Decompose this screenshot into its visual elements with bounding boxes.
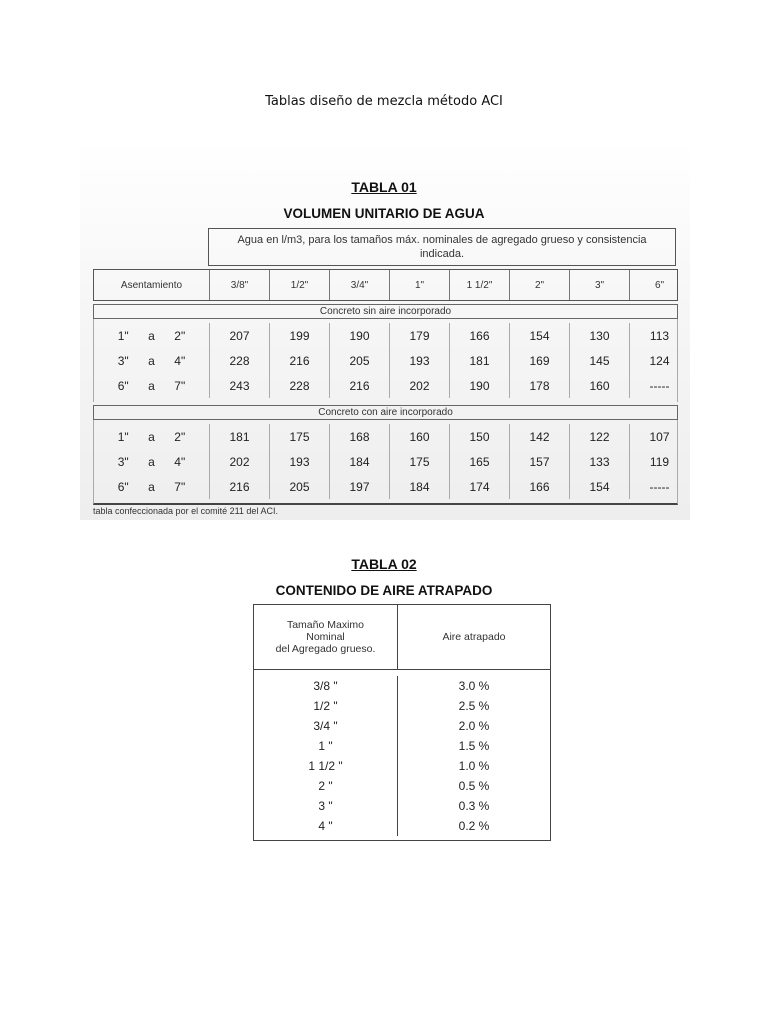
slump-a: a (148, 429, 155, 444)
table-cell: 175 (269, 424, 329, 449)
table-cell: 207 (209, 323, 269, 348)
slump-to: 4" (174, 454, 186, 469)
slump-from: 3" (117, 454, 129, 469)
table-cell: ----- (629, 474, 689, 499)
air-cell: 1.0 % (458, 759, 490, 773)
air-cell: 2.5 % (458, 699, 490, 713)
table-cell: 165 (449, 449, 509, 474)
table1-title: VOLUMEN UNITARIO DE AGUA (283, 206, 485, 221)
table-cell: 154 (569, 474, 629, 499)
slump-a: a (148, 328, 155, 343)
table-cell: 142 (509, 424, 569, 449)
table-row (94, 474, 677, 499)
slump-a: a (148, 454, 155, 469)
size-column (254, 676, 398, 836)
table2-label: TABLA 02 (351, 556, 417, 572)
slump-a: a (148, 479, 155, 494)
table-cell: 216 (209, 474, 269, 499)
table-cell: 166 (509, 474, 569, 499)
size-cell: 3/8 " (313, 679, 338, 693)
table-cell: 190 (449, 373, 509, 398)
slump-to: 2" (174, 328, 186, 343)
slump-from: 1" (117, 429, 129, 444)
size-cell: 4 " (318, 819, 333, 833)
table-cell: 113 (629, 323, 689, 348)
table-cell: 202 (389, 373, 449, 398)
table2-title: CONTENIDO DE AIRE ATRAPADO (275, 583, 493, 598)
header-cell: Aire atrapado (442, 631, 506, 643)
air-cell: 0.3 % (458, 799, 490, 813)
slump-cell (94, 474, 209, 499)
table-cell: 199 (269, 323, 329, 348)
size-cell: 1/2 " (313, 699, 338, 713)
table-cell: 184 (329, 449, 389, 474)
table1-body (93, 304, 678, 505)
table-cell: 166 (449, 323, 509, 348)
slump-a: a (148, 353, 155, 368)
slump-cell (94, 449, 209, 474)
slump-cell (94, 323, 209, 348)
air-column (398, 676, 550, 836)
header-cell: 1/2" (269, 270, 329, 300)
slump-from: 6" (117, 479, 129, 494)
header-cell: 3/4" (329, 270, 389, 300)
table-cell: 157 (509, 449, 569, 474)
slump-cell (94, 348, 209, 373)
entrapped-air-table (253, 604, 551, 841)
header-cell: 2" (509, 270, 569, 300)
table-cell: 190 (329, 323, 389, 348)
header-cell: 1 1/2" (449, 270, 509, 300)
table-row (94, 348, 677, 373)
table-cell: 145 (569, 348, 629, 373)
air-cell: 2.0 % (458, 719, 490, 733)
table-cell: 175 (389, 449, 449, 474)
size-cell: 2 " (318, 779, 333, 793)
header-cell: Asentamiento (120, 279, 183, 291)
slump-from: 1" (117, 328, 129, 343)
table-cell: 124 (629, 348, 689, 373)
air-cell: 1.5 % (458, 739, 490, 753)
air-cell: 3.0 % (458, 679, 490, 693)
table-cell: 174 (449, 474, 509, 499)
slump-a: a (148, 378, 155, 393)
slump-from: 6" (117, 378, 129, 393)
water-volume-table (93, 228, 678, 516)
table-cell: 216 (329, 373, 389, 398)
table-cell: 178 (509, 373, 569, 398)
table-cell: 160 (569, 373, 629, 398)
header-cell: 3" (569, 270, 629, 300)
air-cell: 0.2 % (458, 819, 490, 833)
header-cell: Tamaño Maximo Nominal del Agregado grueso. (254, 605, 398, 669)
table-cell: 197 (329, 474, 389, 499)
slump-to: 4" (174, 353, 186, 368)
slump-to: 7" (174, 378, 186, 393)
table-cell: 202 (209, 449, 269, 474)
table-cell: 119 (629, 449, 689, 474)
table-cell: 150 (449, 424, 509, 449)
row-group (93, 319, 678, 402)
table-cell: 193 (389, 348, 449, 373)
table-cell: 107 (629, 424, 689, 449)
table-cell: 168 (329, 424, 389, 449)
slump-cell (94, 424, 209, 449)
table-cell: 179 (389, 323, 449, 348)
table-cell: 154 (509, 323, 569, 348)
header-cell: 3/8" (209, 270, 269, 300)
table-row (94, 373, 677, 398)
header-cell: 6" (629, 270, 689, 300)
table-row (94, 424, 677, 449)
table-row (94, 323, 677, 348)
table-row (94, 449, 677, 474)
table-cell: 193 (269, 449, 329, 474)
slump-cell (94, 373, 209, 398)
table2-header-row (254, 605, 550, 670)
table-cell: ----- (629, 373, 689, 398)
table-cell: 130 (569, 323, 629, 348)
table-cell: 184 (389, 474, 449, 499)
table-cell: 133 (569, 449, 629, 474)
table1-note: tabla confeccionada por el comité 211 del ACI. (93, 506, 278, 516)
table-cell: 228 (269, 373, 329, 398)
table-cell: 181 (449, 348, 509, 373)
table-cell: 122 (569, 424, 629, 449)
size-cell: 1 1/2 " (308, 759, 343, 773)
size-cell: 3/4 " (313, 719, 338, 733)
header-cell: 1" (389, 270, 449, 300)
slump-to: 7" (174, 479, 186, 494)
air-cell: 0.5 % (458, 779, 490, 793)
table-cell: 216 (269, 348, 329, 373)
table-cell: 228 (209, 348, 269, 373)
table1-label: TABLA 01 (351, 179, 417, 195)
table1-header-row (93, 269, 678, 301)
slump-to: 2" (174, 429, 186, 444)
table-cell: 205 (269, 474, 329, 499)
row-group (93, 420, 678, 505)
table-cell: 205 (329, 348, 389, 373)
table-cell: 160 (389, 424, 449, 449)
size-cell: 3 " (318, 799, 333, 813)
table-cell: 169 (509, 348, 569, 373)
size-cell: 1 " (318, 739, 333, 753)
page-title: Tablas diseño de mezcla método ACI (265, 94, 503, 109)
table-cell: 243 (209, 373, 269, 398)
table-cell: 181 (209, 424, 269, 449)
group-label: Concreto sin aire incorporado (93, 304, 678, 319)
slump-from: 3" (117, 353, 129, 368)
group-label: Concreto con aire incorporado (93, 405, 678, 420)
table1-description: Agua en l/m3, para los tamaños máx. nominales de agregado grueso y consistencia indicada. (208, 228, 676, 266)
table2-body (254, 670, 550, 840)
